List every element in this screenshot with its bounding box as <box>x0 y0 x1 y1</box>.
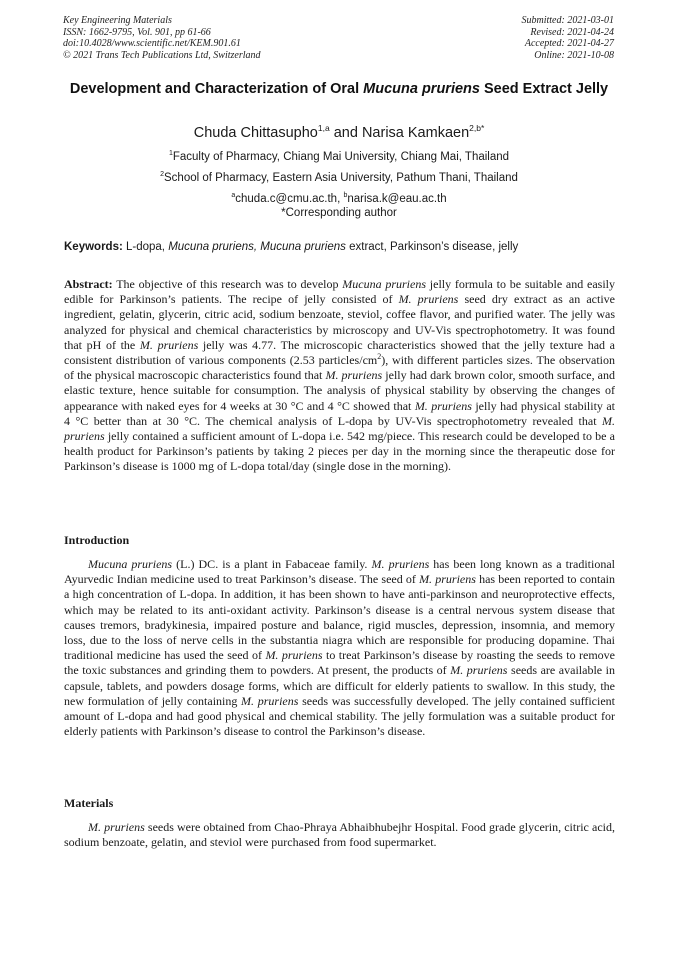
journal-name: Key Engineering Materials <box>63 15 172 26</box>
publication-dates <box>522 15 615 61</box>
abstract-text: jelly formula to be suitable and easily edible for Parkinson’s patients. The recipe of jelly consisted of <box>64 277 615 307</box>
title-part1: Development and Characterization of Oral <box>69 81 364 97</box>
affiliation-1-number: 1 <box>168 150 173 157</box>
abstract-label: Abstract: <box>64 277 113 291</box>
paper-title <box>60 80 618 98</box>
intro-text: seeds are available in capsule, tablets, and powders dosage forms, which are difficult for elderly patients to swallow. In this study, the new formulation of jelly containing <box>64 663 615 708</box>
abstract-text: jelly was 4.77. The microscopic characteristics showed that the jelly texture had a consistent distribution of various components (2.53 particles/cm <box>64 337 615 368</box>
author-2-affil: 2,b* <box>469 123 485 133</box>
doi: doi:10.4028/www.scientific.net/KEM.901.61 <box>63 38 241 49</box>
author-1-affil: 1,a <box>317 123 330 133</box>
title-species: Mucuna pruriens <box>363 81 480 97</box>
abstract-species: M. pruriens <box>64 413 615 444</box>
abstract-species: Mucuna pruriens <box>342 277 427 291</box>
revised-date: Revised: 2021-04-24 <box>530 26 614 38</box>
keywords-species: Mucuna pruriens, Mucuna pruriens <box>168 241 346 253</box>
intro-species: Mucuna pruriens <box>88 557 173 571</box>
abstract-text: jelly contained a sufficient amount of L-dopa i.e. 542 mg/piece. This research could be developed to be a health product for Parkinson’s patients by taking 2 pieces per day in the morning since the therapeutic dose for Parkinson’s disease is 1000 mg of L-dopa total/day (single dose in the morning). <box>64 429 615 474</box>
keywords-text: extract, Parkinson’s disease, jelly <box>345 241 519 253</box>
affiliation-2-text: School of Pharmacy, Eastern Asia University, Pathum Thani, Thailand <box>164 172 518 184</box>
email-b-marker: b <box>343 192 348 199</box>
materials-species: M. pruriens <box>88 820 145 834</box>
intro-text: has been long known as a traditional Ayurvedic Indian medicine used to treat Parkinson’s disease. The seed of <box>64 557 615 587</box>
abstract-text: jelly had physical stability at 4 °C better than at 30 °C. The chemical analysis of L-dopa by UV-Vis spectrophotometry revealed that <box>64 398 615 428</box>
abstract-text: ), with different particles sizes. The observation of the physical macroscopic characteristics found that <box>64 353 615 383</box>
abstract-species: M. pruriens <box>139 337 199 352</box>
materials-heading: Materials <box>64 796 114 810</box>
online-date: Online: 2021-10-08 <box>534 49 614 61</box>
author-connector: and <box>329 125 362 141</box>
title-part2: Seed Extract Jelly <box>479 81 609 97</box>
affiliation-2 <box>60 171 618 185</box>
submitted-date: Submitted: 2021-03-01 <box>521 15 614 26</box>
accepted-date: Accepted: 2021-04-27 <box>524 38 614 49</box>
intro-species: M. pruriens <box>371 557 430 571</box>
author-1: Chuda Chittasupho <box>193 125 318 141</box>
intro-text: seeds was successfully developed. The jelly contained sufficient amount of L-dopa and had good physical and chemical stability. The jelly formulation was a suitable product for elderly patients with Parkinson’s disease to control the Parkinson’s disease. <box>64 693 616 739</box>
abstract-text: seed dry extract as an active ingredient, gelatin, glycerin, citric acid, sodium benzoate, steviol, coffee flavor, and purified water. The jelly was analyzed for physical and chemical characteristics by microscopy and UV-Vis spectrophotometry. It was found that pH of the <box>64 292 616 352</box>
abstract-species: M. pruriens <box>414 398 472 413</box>
abstract-superscript: 2 <box>377 352 382 362</box>
materials-paragraph <box>64 820 615 850</box>
author-emails <box>60 192 618 206</box>
intro-text: (L.) DC. is a plant in Fabaceae family. <box>172 557 372 571</box>
intro-species: M. pruriens <box>419 572 476 587</box>
abstract <box>64 277 615 475</box>
abstract-text: The objective of this research was to develop <box>112 277 343 291</box>
intro-text: has been reported to contain a high concentration of L-dopa. In addition, it has been shown to have anti-parkinson and neuroprotective effects, which may be related to its anti-oxidant activity. Parkinson’s disease is a central nervous system disease that causes tremors, bradykinesia, impaired posture and balance, rigid muscles, depression, insomnia, and memory loss, due to the loss of nerve cells in the substantia niagra which are responsible for producing dopamine. Thai traditional medicine has used the seed of <box>64 572 616 663</box>
intro-species: M. pruriens <box>241 693 299 708</box>
intro-species: M. pruriens <box>450 663 508 678</box>
materials-text: seeds were obtained from Chao-Phraya Abhaibhubejhr Hospital. Food grade glycerin, citric acid, sodium benzoate, gelatin, and steviol were purchased from food supermarket. <box>64 820 615 850</box>
introduction-heading: Introduction <box>64 533 130 547</box>
issn: ISSN: 1662-9795, Vol. 901, pp 61-66 <box>63 26 211 38</box>
abstract-species: M. pruriens <box>325 368 383 383</box>
email-b: narisa.k@eau.ac.th <box>347 193 447 205</box>
keywords-label: Keywords: <box>64 241 123 253</box>
affiliation-1 <box>60 150 618 164</box>
affiliation-1-text: Faculty of Pharmacy, Chiang Mai University, Chiang Mai, Thailand <box>172 151 510 163</box>
intro-species: M. pruriens <box>265 648 323 663</box>
introduction-paragraph <box>64 557 615 739</box>
email-a: chuda.c@cmu.ac.th, <box>235 193 344 205</box>
email-a-marker: a <box>231 192 236 199</box>
affiliation-2-number: 2 <box>160 171 164 178</box>
abstract-text: jelly had dark brown color, smooth surface, and elastic texture, hence suitable for consumption. The analysis of physical stability by observing the changes of appearance with naked eyes for 4 weeks at 30 °C and 4 °C showed that <box>64 368 615 413</box>
corresponding-author-note: *Corresponding author <box>281 207 397 219</box>
copyright: © 2021 Trans Tech Publications Ltd, Switzerland <box>63 49 261 61</box>
keywords <box>64 240 616 254</box>
intro-text: to treat Parkinson’s disease by roasting the seeds to remove the toxic substances and grinding them to powders. At present, the products of <box>64 648 616 678</box>
author-list <box>60 124 618 142</box>
author-2: Narisa Kamkaen <box>361 125 470 141</box>
keywords-text: L-dopa, <box>122 241 169 253</box>
journal-info <box>63 15 261 61</box>
abstract-species: M. pruriens <box>398 292 459 307</box>
